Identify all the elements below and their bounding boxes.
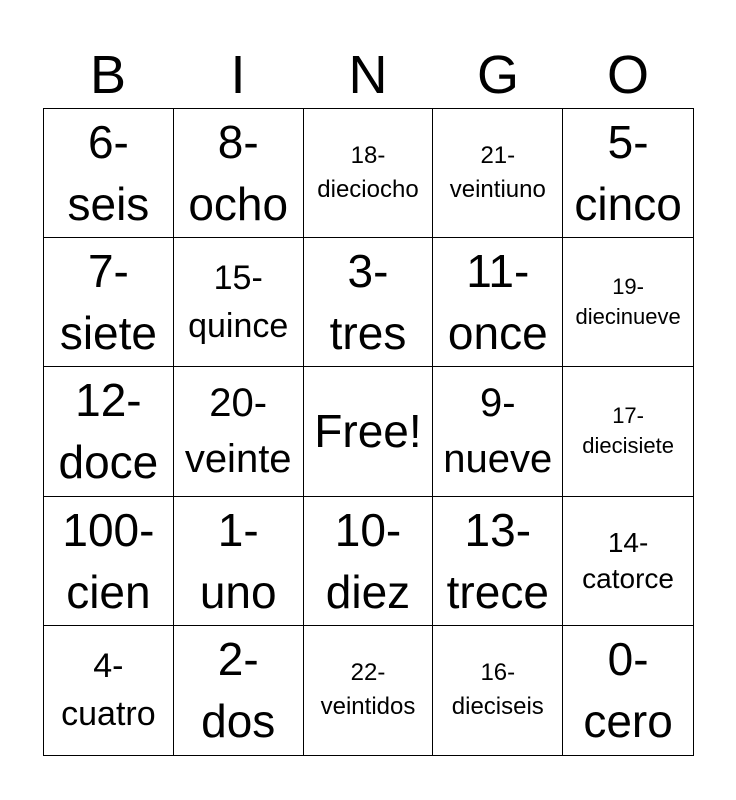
cell-text: 13- trece — [446, 503, 549, 618]
cell-text: 100- cien — [62, 503, 155, 618]
bingo-cell[interactable] — [44, 497, 174, 626]
bingo-cell[interactable] — [563, 367, 693, 496]
cell-text: 16- dieciseis — [451, 659, 544, 721]
cell-text: 5- cinco — [574, 116, 682, 231]
bingo-cell[interactable] — [304, 626, 434, 755]
header-letter-o: O — [606, 45, 649, 105]
cell-text: 0- cero — [583, 633, 673, 748]
cell-text: 1- uno — [199, 503, 277, 618]
bingo-cell[interactable] — [433, 497, 563, 626]
bingo-cell[interactable] — [433, 238, 563, 367]
cell-text: Free! — [314, 405, 422, 458]
cell-text: 14- catorce — [582, 526, 674, 594]
cell-text: 17- diecisiete — [582, 403, 674, 459]
bingo-cell[interactable] — [174, 626, 304, 755]
cell-text: 11- once — [447, 245, 548, 360]
bingo-cell[interactable] — [174, 109, 304, 238]
bingo-cell[interactable] — [44, 109, 174, 238]
cell-text: 6- seis — [67, 116, 150, 231]
bingo-cell[interactable] — [44, 367, 174, 496]
bingo-cell[interactable] — [174, 238, 304, 367]
bingo-cell[interactable] — [174, 367, 304, 496]
cell-text: 8- ocho — [188, 116, 289, 231]
cell-text: 19- diecinueve — [575, 274, 681, 330]
bingo-cell[interactable] — [563, 626, 693, 755]
bingo-cell[interactable] — [433, 367, 563, 496]
cell-text: 10- diez — [325, 503, 411, 618]
cell-text: 9- nueve — [443, 381, 553, 482]
cell-text: 2- dos — [201, 633, 276, 748]
header-letter-n: N — [348, 45, 388, 105]
free-cell[interactable] — [304, 367, 434, 496]
bingo-cell[interactable] — [563, 497, 693, 626]
cell-text: 15- quince — [188, 259, 289, 346]
cell-text: 3- tres — [329, 245, 407, 360]
bingo-cell[interactable] — [304, 109, 434, 238]
cell-text: 4- cuatro — [61, 647, 156, 734]
bingo-cell[interactable] — [433, 109, 563, 238]
bingo-board — [43, 108, 694, 756]
cell-text: 22- veintidos — [320, 659, 416, 721]
bingo-cell[interactable] — [304, 238, 434, 367]
bingo-header — [43, 42, 693, 108]
bingo-cell[interactable] — [174, 497, 304, 626]
bingo-cell[interactable] — [44, 626, 174, 755]
cell-text: 20- veinte — [184, 381, 292, 482]
bingo-cell[interactable] — [44, 238, 174, 367]
header-letter-g: G — [476, 45, 519, 105]
cell-text: 12- doce — [58, 374, 159, 489]
cell-text: 18- dieciocho — [317, 142, 419, 204]
cell-text: 21- veintiuno — [449, 142, 546, 204]
bingo-cell[interactable] — [563, 109, 693, 238]
header-letter-i: I — [230, 45, 246, 105]
bingo-cell[interactable] — [304, 497, 434, 626]
header-letter-b: B — [89, 45, 127, 105]
bingo-cell[interactable] — [563, 238, 693, 367]
bingo-cell[interactable] — [433, 626, 563, 755]
cell-text: 7- siete — [59, 245, 157, 360]
